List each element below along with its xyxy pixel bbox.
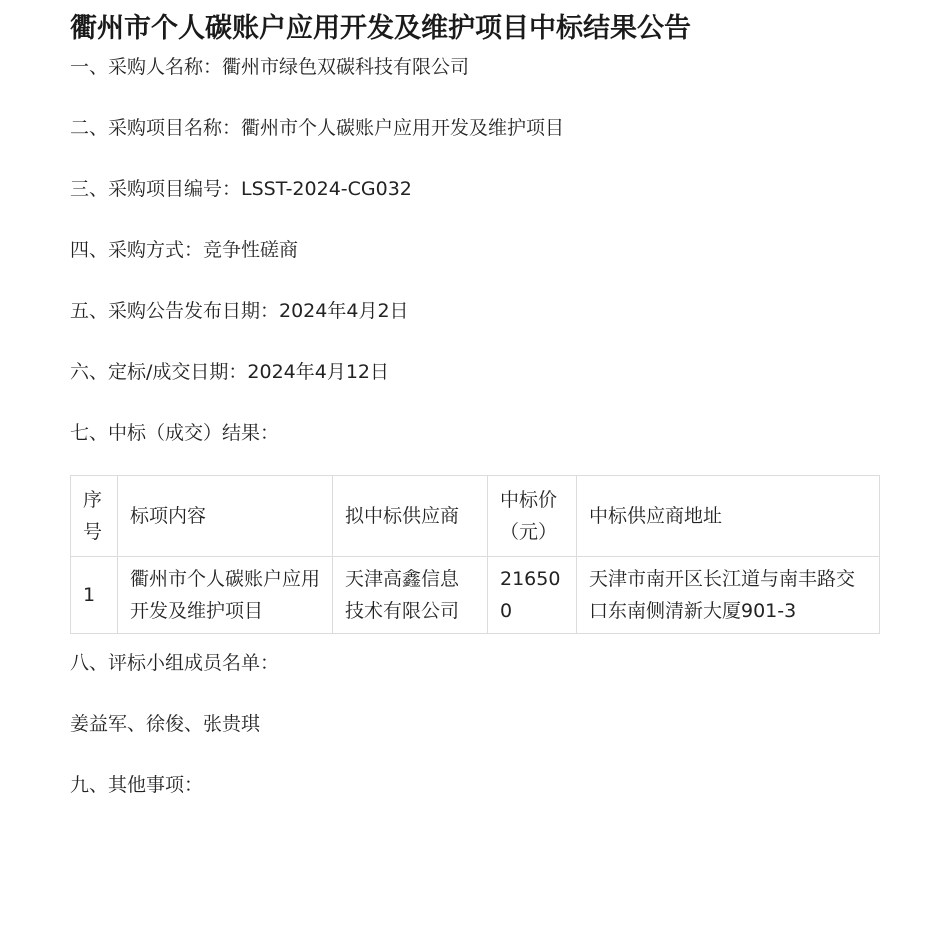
result-heading: 七、中标（成交）结果： [70,422,280,444]
publish-date-line: 五、采购公告发布日期：2024年4月2日 [70,300,409,322]
project-name-line: 二、采购项目名称：衢州市个人碳账户应用开发及维护项目 [70,117,565,139]
table-row [71,557,880,634]
page-title: 衢州市个人碳账户应用开发及维护项目中标结果公告 [70,13,691,44]
award-date-line: 六、定标/成交日期：2024年4月12日 [70,361,390,383]
header-supplier: 拟中标供应商 [333,476,488,557]
committee-heading: 八、评标小组成员名单： [70,652,280,674]
table-header-row [71,476,880,557]
header-item: 标项内容 [118,476,333,557]
cell-supplier: 天津高鑫信息技术有限公司 [333,557,488,634]
header-no: 序号 [71,476,118,557]
other-matters-heading: 九、其他事项： [70,774,204,796]
cell-price: 216500 [488,557,577,634]
header-price: 中标价（元） [488,476,577,557]
procurement-method-line: 四、采购方式：竞争性磋商 [70,239,299,261]
cell-no: 1 [71,557,118,634]
committee-members: 姜益军、徐俊、张贵琪 [70,713,261,735]
award-result-table [70,475,880,634]
purchaser-line: 一、采购人名称：衢州市绿色双碳科技有限公司 [70,56,470,78]
cell-item: 衢州市个人碳账户应用开发及维护项目 [118,557,333,634]
project-code-line: 三、采购项目编号：LSST-2024-CG032 [70,178,412,200]
header-address: 中标供应商地址 [577,476,880,557]
cell-address: 天津市南开区长江道与南丰路交口东南侧清新大厦901-3 [577,557,880,634]
